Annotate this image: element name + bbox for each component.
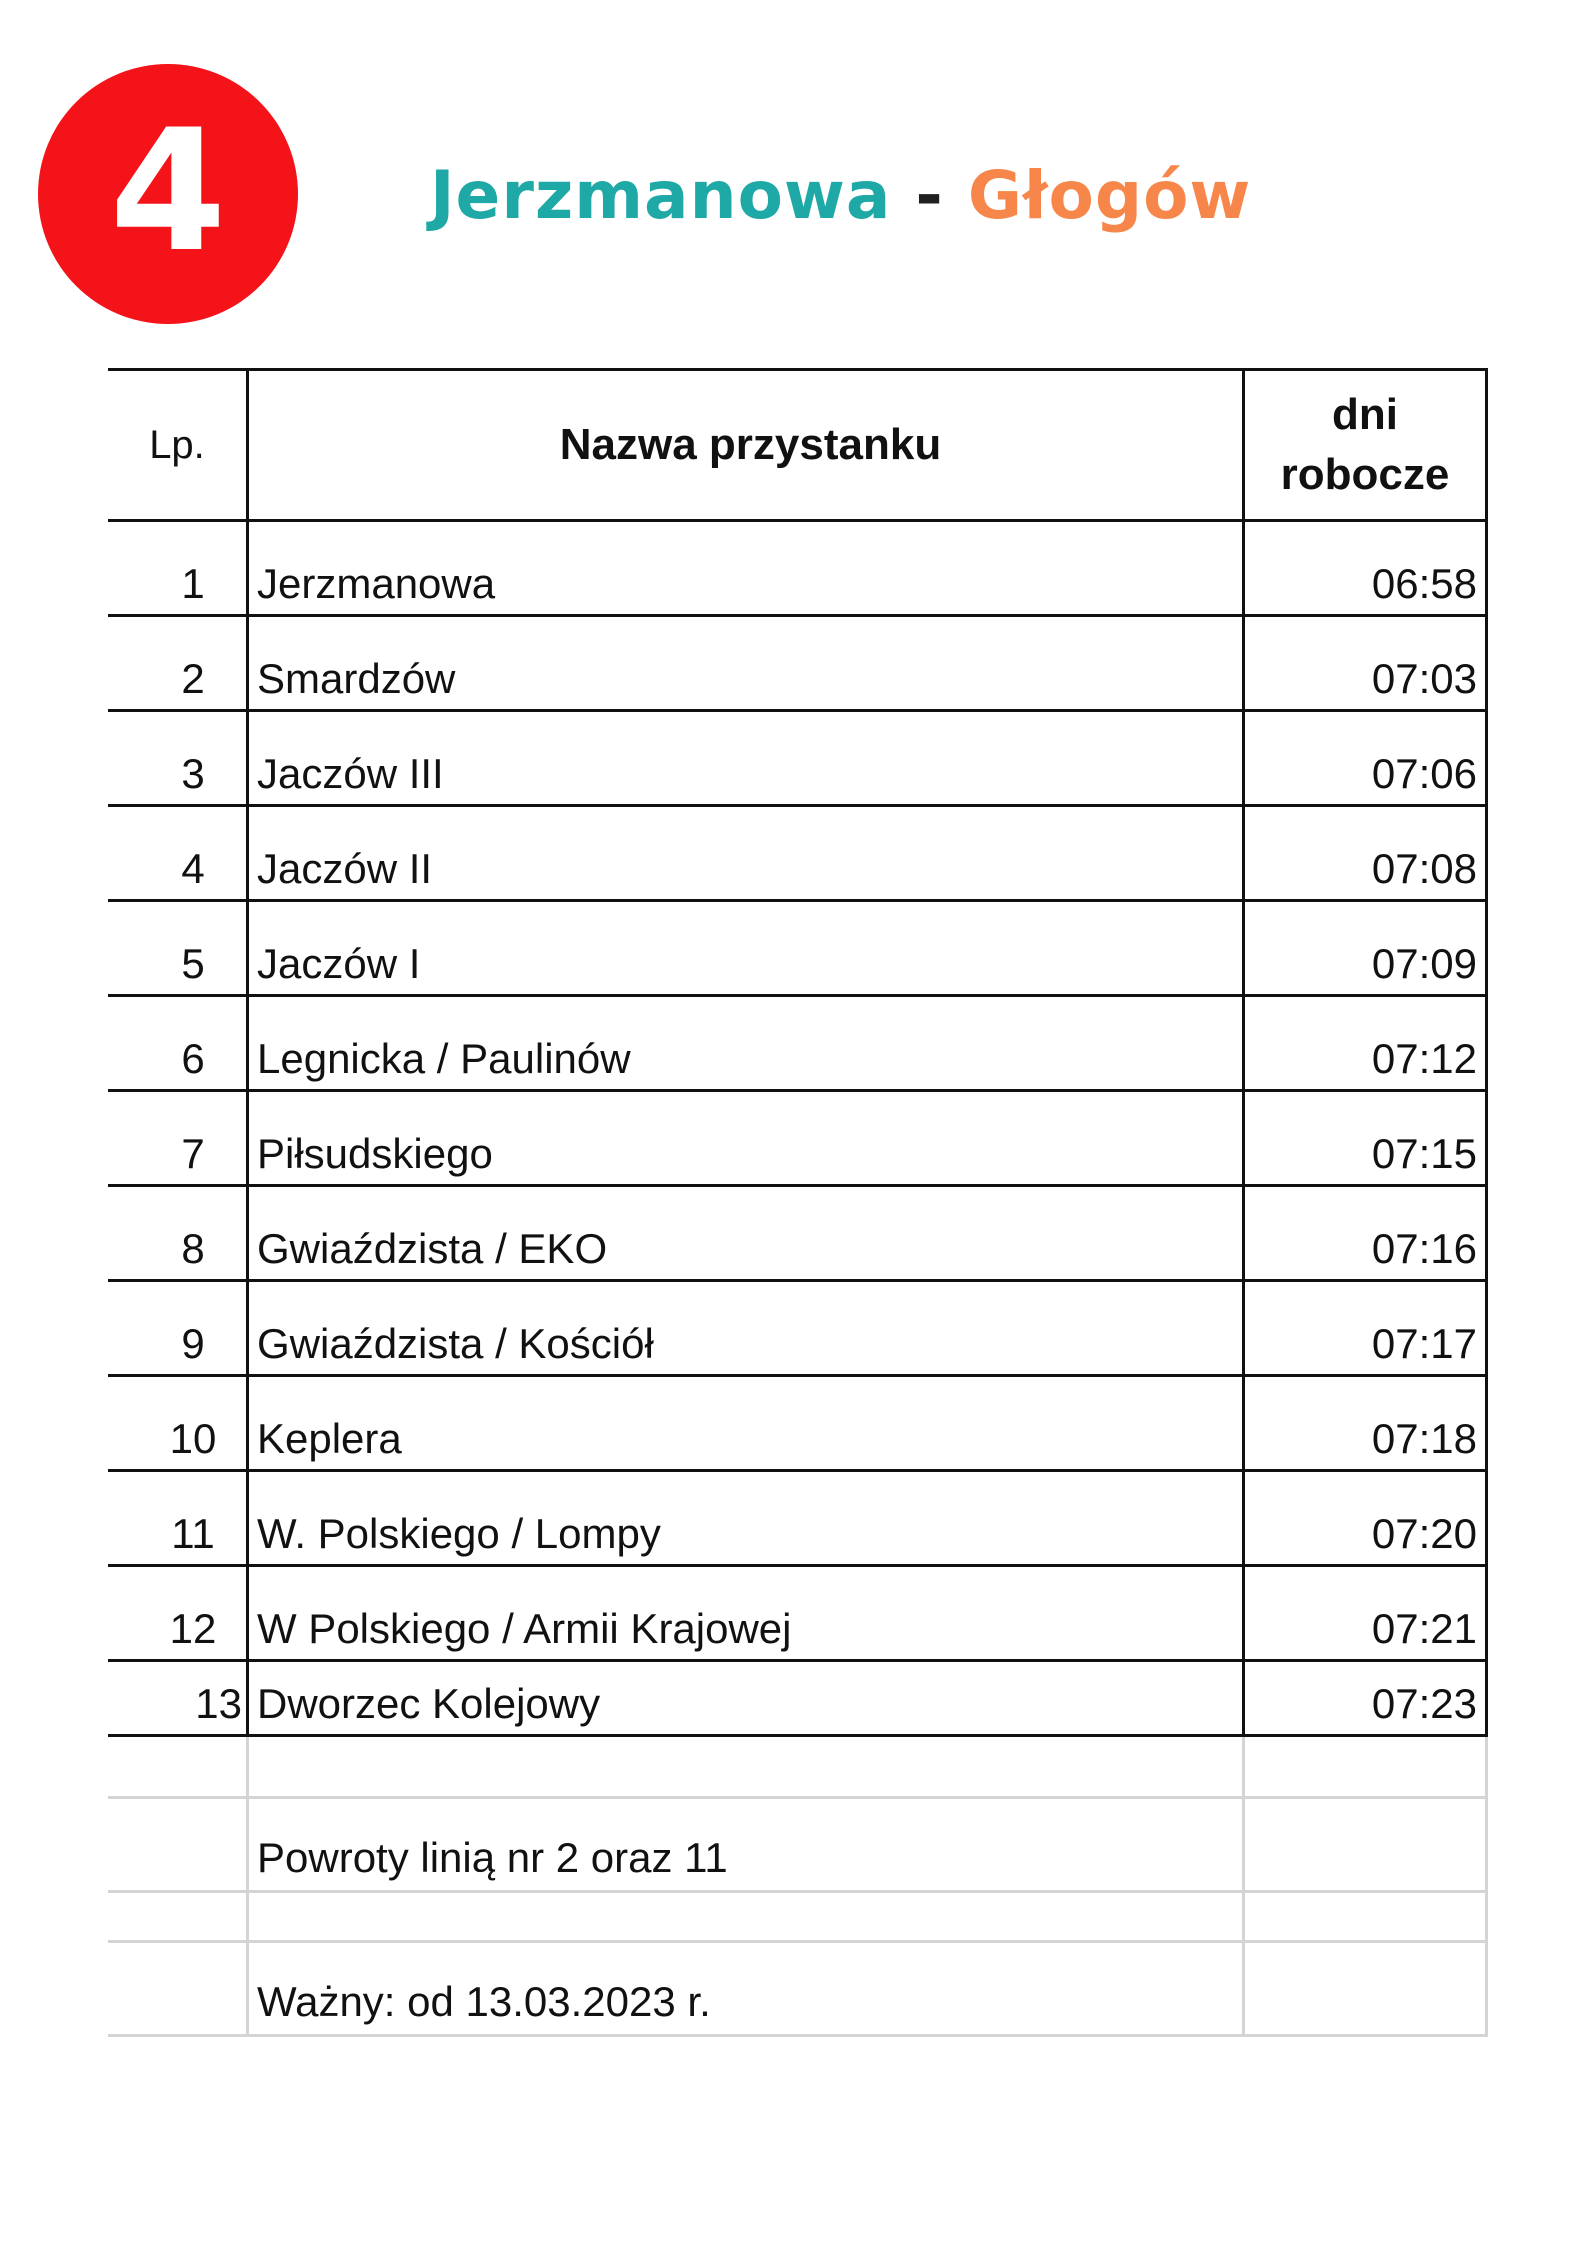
valid-from-row: [108, 1943, 1488, 2037]
empty-row: [108, 1737, 1488, 1799]
stop-lp: 2: [181, 655, 205, 702]
stop-lp: 13: [195, 1680, 242, 1727]
stop-name: Dworzec Kolejowy: [257, 1680, 601, 1727]
table-row: [108, 1377, 1488, 1472]
table-header: [108, 368, 1488, 522]
header-days-line1: dni: [1332, 390, 1398, 439]
stop-time: 07:03: [1371, 655, 1477, 702]
route-from: Jerzmanowa: [430, 157, 892, 234]
route-separator: -: [915, 157, 944, 234]
stop-name: Keplera: [257, 1415, 402, 1462]
stop-name: Legnicka / Paulinów: [257, 1035, 631, 1082]
stop-lp: 10: [169, 1415, 217, 1462]
header-days-cell: [1242, 371, 1488, 519]
header-name-cell: [246, 371, 1242, 519]
stop-time: 07:23: [1371, 1680, 1477, 1727]
stop-lp: 11: [171, 1510, 215, 1557]
table-row: [108, 1662, 1488, 1737]
line-number-badge: [38, 64, 298, 324]
returns-note: Powroty linią nr 2 oraz 11: [257, 1834, 728, 1881]
stop-name: W. Polskiego / Lompy: [257, 1510, 661, 1557]
stop-time: 07:18: [1371, 1415, 1477, 1462]
stop-name: Piłsudskiego: [257, 1130, 493, 1177]
stop-time: 07:09: [1371, 940, 1477, 987]
stop-time: 07:06: [1371, 750, 1477, 797]
table-row: [108, 997, 1488, 1092]
header-days-line2: robocze: [1280, 450, 1450, 499]
valid-from-note: Ważny: od 13.03.2023 r.: [257, 1978, 711, 2025]
stop-lp: 12: [169, 1605, 217, 1652]
stop-name: Jaczów II: [257, 845, 433, 892]
stop-time: 07:08: [1371, 845, 1477, 892]
stop-lp: 8: [181, 1225, 205, 1272]
stop-name: Gwiaździsta / Kościół: [257, 1320, 654, 1367]
stop-lp: 1: [181, 560, 205, 607]
timetable: [108, 368, 1488, 2037]
table-row: [108, 1092, 1488, 1187]
stop-name: Jaczów I: [257, 940, 421, 987]
empty-row: [108, 1893, 1488, 1943]
stop-name: Jaczów III: [257, 750, 444, 797]
returns-note-row: [108, 1799, 1488, 1893]
header-lp-cell: [108, 371, 246, 519]
table-row: [108, 1282, 1488, 1377]
stop-time: 07:12: [1371, 1035, 1477, 1082]
stop-time: 06:58: [1371, 560, 1477, 607]
stop-lp: 7: [181, 1130, 205, 1177]
line-number: 4: [109, 93, 227, 289]
stop-time: 07:21: [1371, 1605, 1477, 1652]
stop-lp: 6: [181, 1035, 205, 1082]
stop-time: 07:17: [1371, 1320, 1477, 1367]
header-lp: Lp.: [149, 422, 205, 467]
route-title: [430, 146, 1251, 246]
stop-lp: 3: [181, 750, 205, 797]
stop-lp: 5: [181, 940, 205, 987]
table-row: [108, 1187, 1488, 1282]
stop-time: 07:15: [1371, 1130, 1477, 1177]
stop-name: Smardzów: [257, 655, 456, 702]
table-row: [108, 1472, 1488, 1567]
stop-lp: 4: [181, 845, 205, 892]
table-row: [108, 902, 1488, 997]
stop-time: 07:20: [1371, 1510, 1477, 1557]
header-stop-name: Nazwa przystanku: [559, 420, 942, 469]
stop-name: W Polskiego / Armii Krajowej: [257, 1605, 792, 1652]
table-row: [108, 522, 1488, 617]
stop-name: Gwiaździsta / EKO: [257, 1225, 608, 1272]
stop-name: Jerzmanowa: [257, 560, 496, 607]
table-row: [108, 1567, 1488, 1662]
table-row: [108, 807, 1488, 902]
stop-time: 07:16: [1371, 1225, 1477, 1272]
stop-lp: 9: [181, 1320, 205, 1367]
table-row: [108, 712, 1488, 807]
table-row: [108, 617, 1488, 712]
route-to: Głogów: [967, 157, 1252, 234]
